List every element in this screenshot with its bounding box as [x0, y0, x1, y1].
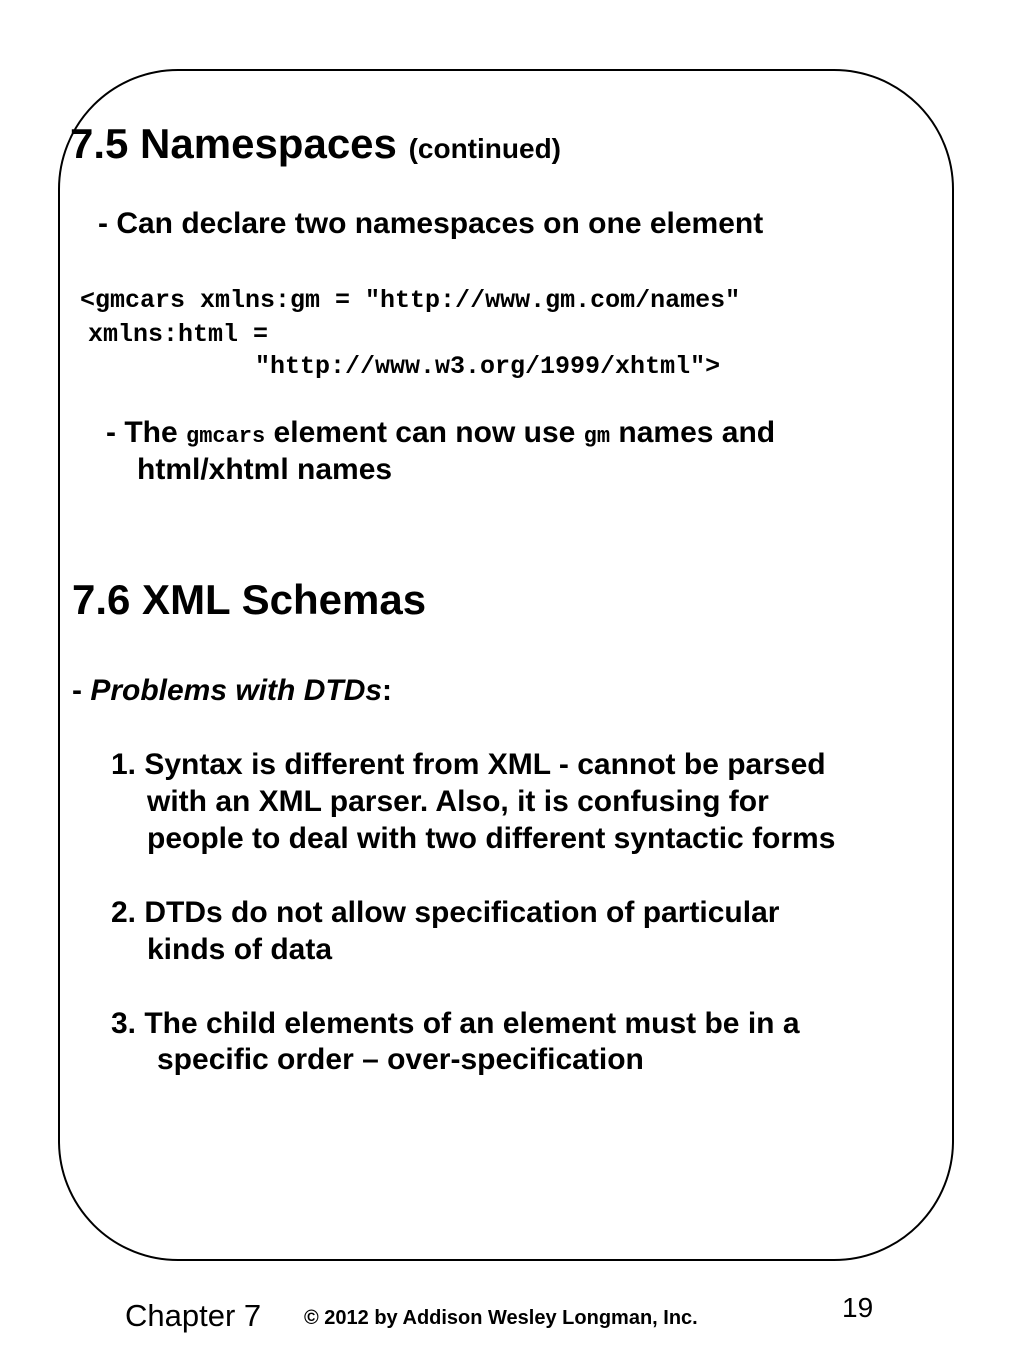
bullet-use-middle: element can now use — [265, 416, 584, 449]
code-line-2: xmlns:html = — [88, 320, 269, 349]
section-title: 7.6 XML Schemas — [72, 576, 427, 623]
bullet-use — [106, 416, 775, 450]
code-line-3: "http://www.w3.org/1999/xhtml"> — [255, 352, 721, 381]
page-number: 19 — [842, 1292, 874, 1323]
item-2-line-2: kinds of data — [147, 933, 333, 966]
title-sub: (continued) — [408, 133, 561, 164]
slide-title — [70, 120, 561, 168]
title-main: 7.5 Namespaces — [70, 120, 397, 167]
item-1-line-2: with an XML parser. Also, it is confusing for — [147, 785, 769, 818]
bullet-declare: - Can declare two namespaces on one element — [98, 207, 764, 240]
bullet-use-prefix: - The — [106, 416, 186, 449]
slide-frame — [58, 69, 954, 1261]
problems-label: Problems with DTDs — [90, 674, 383, 707]
item-3-line-1: 3. The child elements of an element must be in a — [111, 1007, 800, 1040]
footer-copyright: © 2012 by Addison Wesley Longman, Inc. — [304, 1307, 698, 1329]
bullet-use-suffix: names and — [610, 416, 776, 449]
inline-code-gmcars: gmcars — [186, 424, 266, 449]
footer-chapter: Chapter 7 — [125, 1298, 262, 1333]
item-1-line-1: 1. Syntax is different from XML - cannot be parsed — [111, 748, 826, 781]
item-2-line-1: 2. DTDs do not allow specification of particular — [111, 896, 780, 929]
item-3-line-2: specific order – over-specification — [157, 1043, 644, 1076]
inline-code-gm: gm — [583, 424, 611, 449]
problems-colon: : — [382, 674, 393, 707]
code-line-1: <gmcars xmlns:gm = "http://www.gm.com/names" — [80, 286, 741, 315]
problems-heading — [72, 674, 392, 708]
bullet-use-line-2: html/xhtml names — [137, 453, 393, 486]
problems-dash: - — [72, 674, 91, 707]
item-1-line-3: people to deal with two different syntactic forms — [147, 822, 836, 855]
